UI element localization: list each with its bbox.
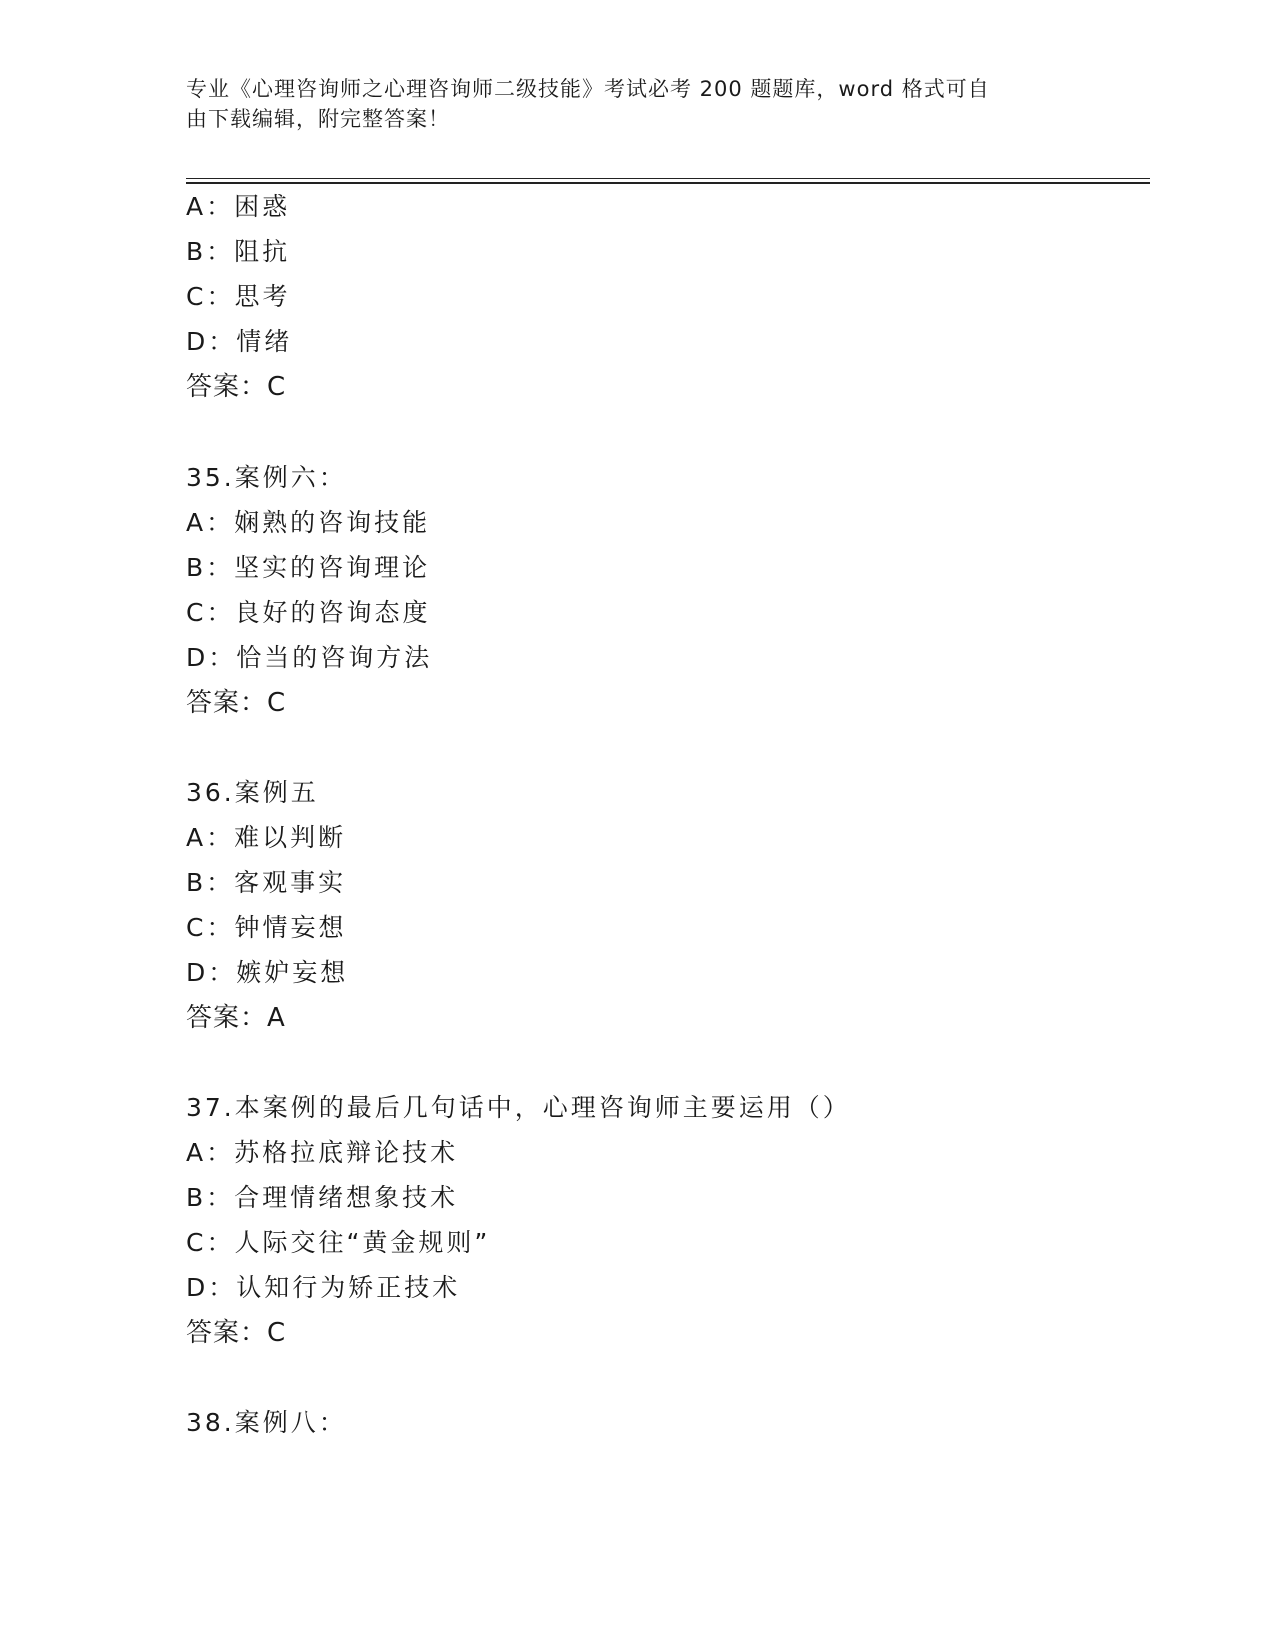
- q34-option-a: A：困惑: [186, 192, 291, 221]
- q36-option-a: A：难以判断: [186, 823, 347, 852]
- header-line-1: 专业《心理咨询师之心理咨询师二级技能》考试必考 200 题题库，word 格式可自: [186, 77, 990, 101]
- q35-option-b: B：坚实的咨询理论: [186, 553, 431, 582]
- header-line-2: 由下载编辑，附完整答案！: [186, 107, 450, 131]
- q35-answer: 答案：C: [186, 688, 287, 718]
- q35-option-c: C：良好的咨询态度: [186, 598, 431, 627]
- q36-option-c: C：钟情妄想: [186, 913, 347, 942]
- q37-answer: 答案：C: [186, 1318, 287, 1348]
- q36-title: 36.案例五: [186, 778, 319, 807]
- q37-option-b: B：合理情绪想象技术: [186, 1183, 459, 1212]
- q34-option-d: D：情绪: [186, 327, 293, 356]
- q38-title: 38.案例八：: [186, 1408, 347, 1437]
- header-divider-bottom: [186, 182, 1150, 184]
- q35-title: 35.案例六：: [186, 463, 347, 492]
- q35-option-d: D：恰当的咨询方法: [186, 643, 433, 672]
- header-divider-top: [186, 178, 1150, 179]
- q34-option-c: C：思考: [186, 282, 291, 311]
- q36-answer: 答案：A: [186, 1003, 286, 1033]
- q35-option-a: A：娴熟的咨询技能: [186, 508, 431, 537]
- q36-option-b: B：客观事实: [186, 868, 347, 897]
- document-header: [186, 74, 1066, 134]
- q37-title: 37.本案例的最后几句话中，心理咨询师主要运用（）: [186, 1093, 851, 1122]
- q34-answer: 答案：C: [186, 372, 287, 402]
- q36-option-d: D：嫉妒妄想: [186, 958, 349, 987]
- q37-option-c: C：人际交往“黄金规则”: [186, 1228, 491, 1257]
- q37-option-a: A：苏格拉底辩论技术: [186, 1138, 459, 1167]
- q34-option-b: B：阻抗: [186, 237, 291, 266]
- q37-option-d: D：认知行为矫正技术: [186, 1273, 461, 1302]
